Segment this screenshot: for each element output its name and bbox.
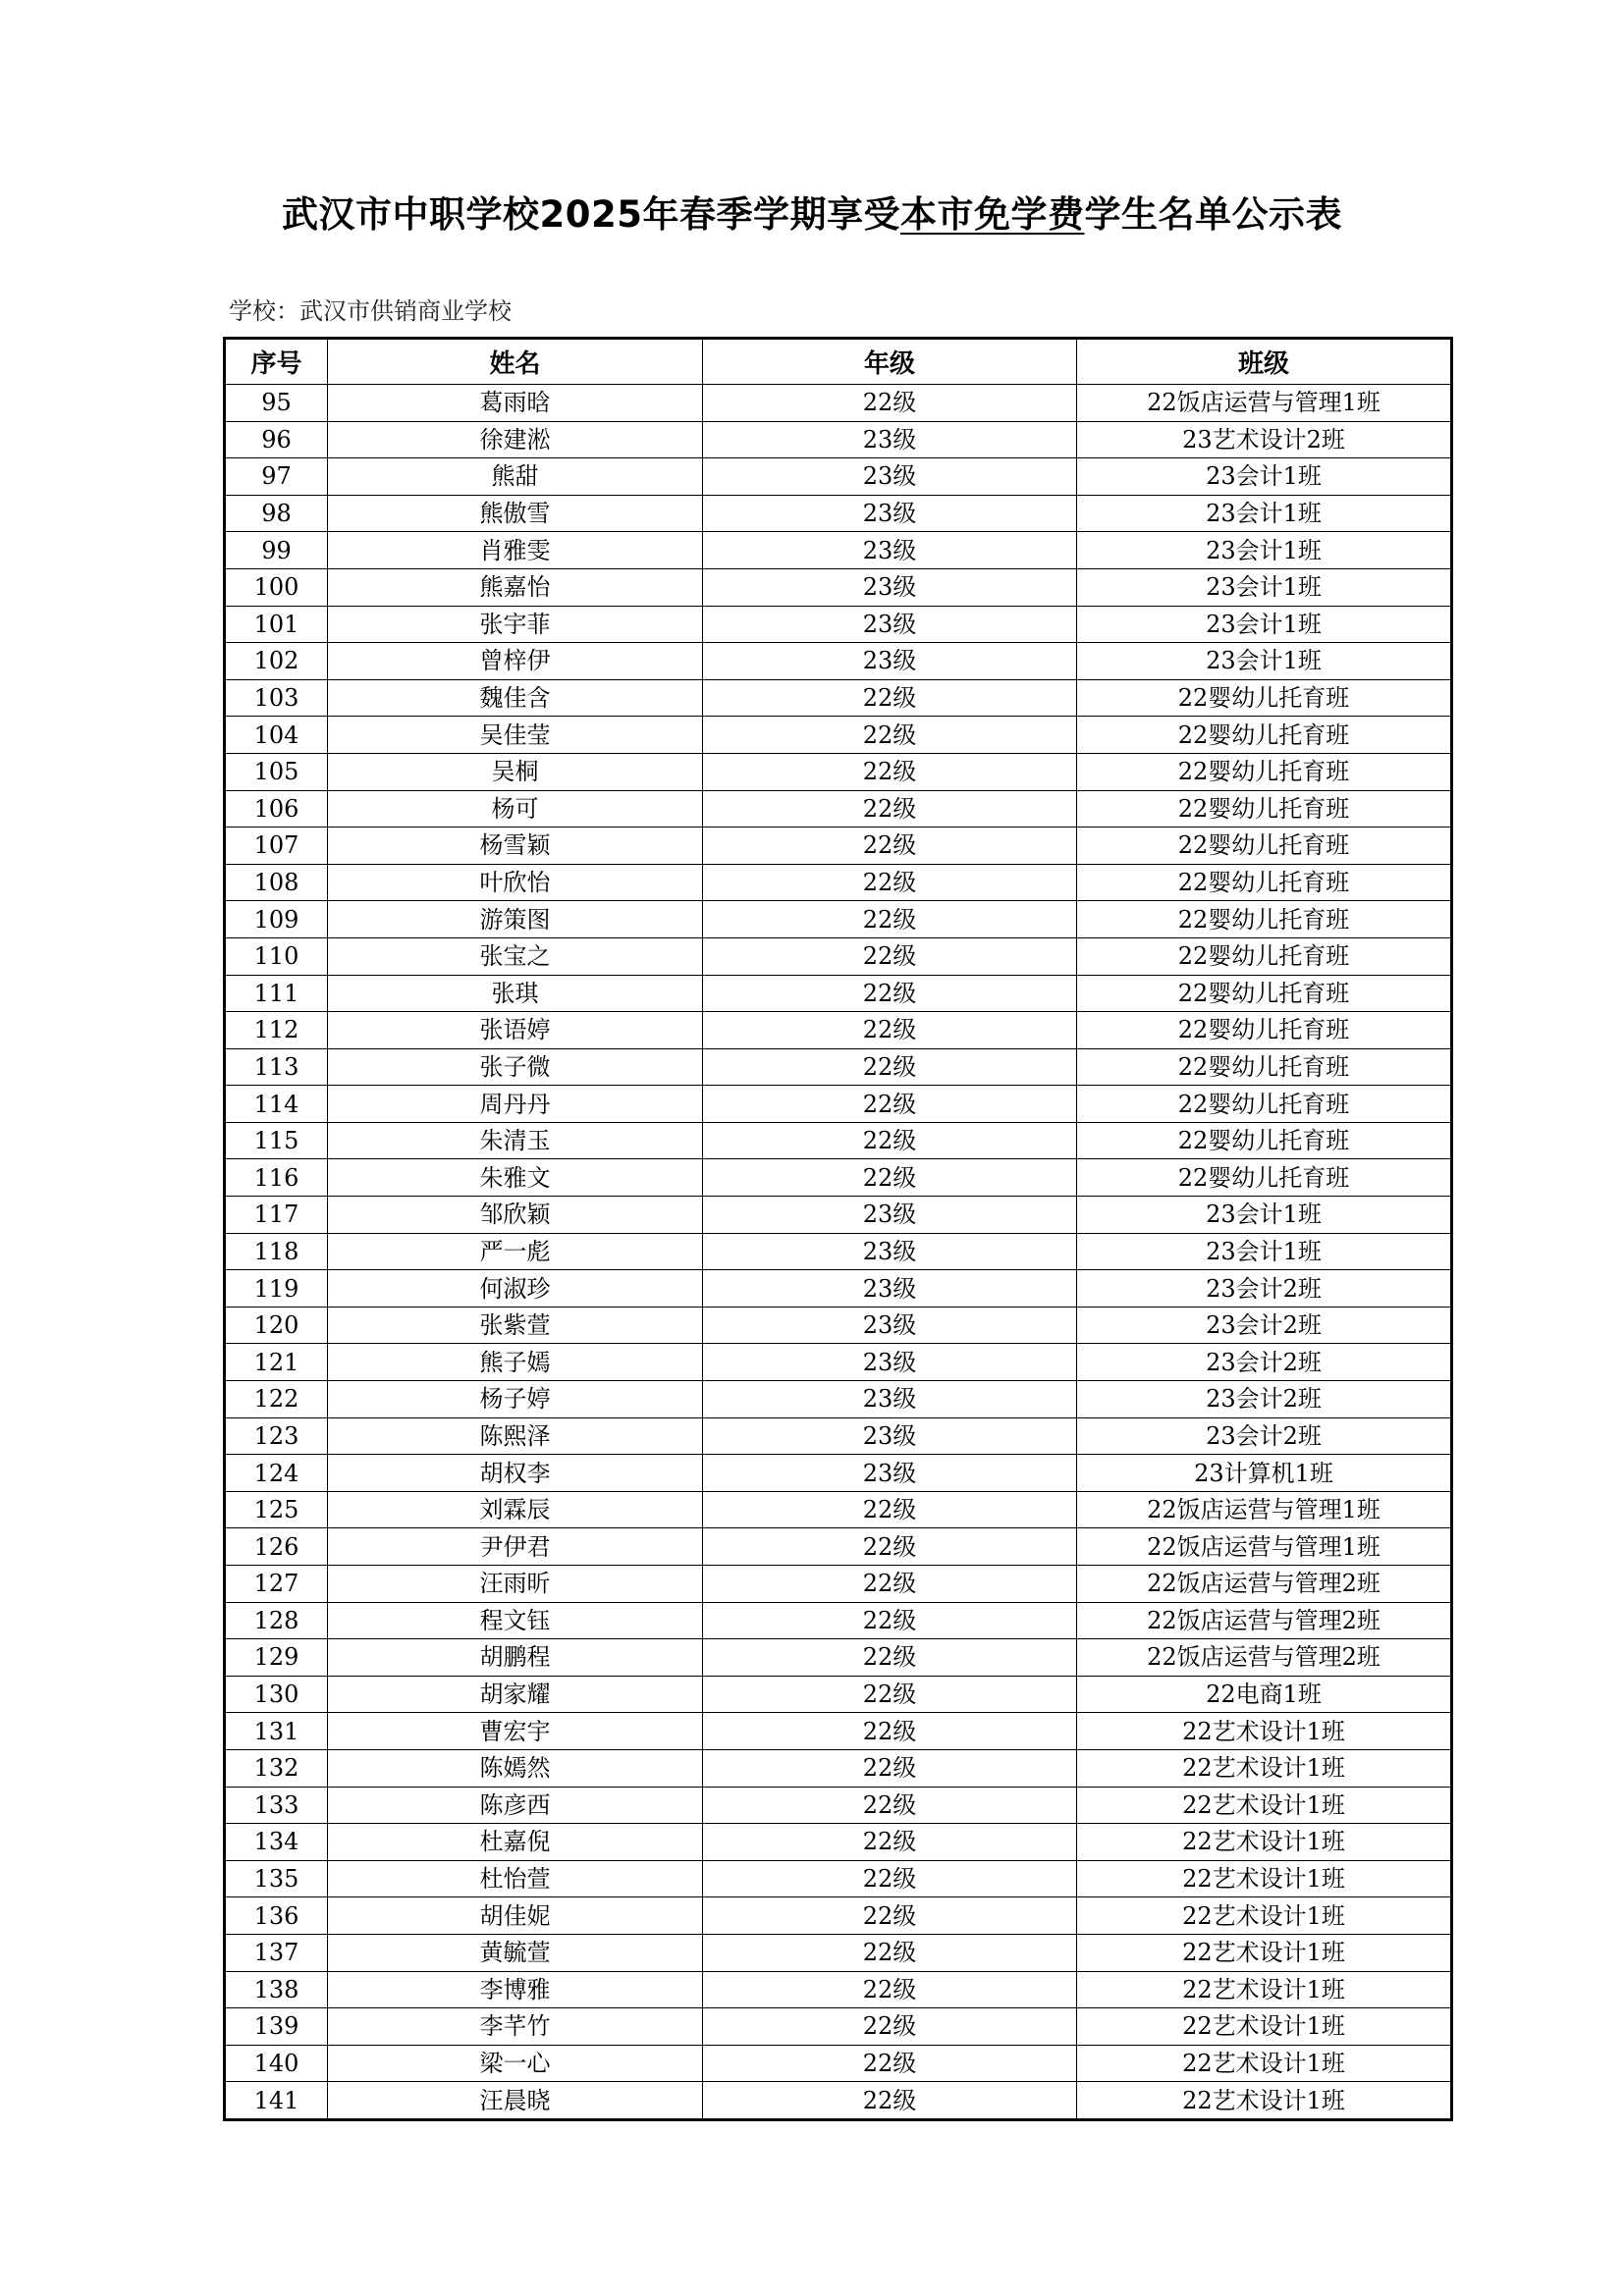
cell-class: 22饭店运营与管理2班 xyxy=(1077,1566,1452,1603)
cell-class: 22婴幼儿托育班 xyxy=(1077,1086,1452,1123)
cell-seq: 120 xyxy=(225,1307,328,1344)
cell-seq: 99 xyxy=(225,532,328,569)
cell-name: 熊子嫣 xyxy=(328,1344,703,1381)
cell-seq: 97 xyxy=(225,458,328,496)
cell-seq: 95 xyxy=(225,385,328,422)
cell-grade: 22级 xyxy=(703,385,1077,422)
cell-class: 23会计1班 xyxy=(1077,532,1452,569)
cell-grade: 22级 xyxy=(703,1934,1077,1971)
cell-name: 徐建淞 xyxy=(328,421,703,458)
table-row xyxy=(225,1233,1452,1270)
cell-grade: 23级 xyxy=(703,1270,1077,1308)
table-row xyxy=(225,1566,1452,1603)
cell-name: 叶欣怡 xyxy=(328,864,703,901)
cell-name: 张紫萱 xyxy=(328,1307,703,1344)
cell-name: 吴佳莹 xyxy=(328,717,703,754)
cell-grade: 22级 xyxy=(703,717,1077,754)
cell-seq: 131 xyxy=(225,1713,328,1750)
header-name: 姓名 xyxy=(328,339,703,385)
cell-grade: 23级 xyxy=(703,1417,1077,1455)
cell-class: 22饭店运营与管理2班 xyxy=(1077,1602,1452,1639)
cell-name: 曹宏宇 xyxy=(328,1713,703,1750)
table-body xyxy=(225,385,1452,2120)
cell-grade: 23级 xyxy=(703,495,1077,532)
cell-name: 曾梓伊 xyxy=(328,643,703,680)
cell-name: 游策图 xyxy=(328,901,703,938)
table-row xyxy=(225,790,1452,828)
cell-class: 22婴幼儿托育班 xyxy=(1077,901,1452,938)
table-row xyxy=(225,1676,1452,1713)
cell-name: 汪雨昕 xyxy=(328,1566,703,1603)
cell-grade: 22级 xyxy=(703,1048,1077,1086)
title-prefix: 武汉市中职学校2025年春季学期享受 xyxy=(282,193,900,236)
cell-seq: 103 xyxy=(225,679,328,717)
cell-name: 严一彪 xyxy=(328,1233,703,1270)
cell-class: 23计算机1班 xyxy=(1077,1455,1452,1492)
title-underlined: 本市免学费 xyxy=(899,193,1085,236)
cell-seq: 126 xyxy=(225,1528,328,1566)
cell-grade: 22级 xyxy=(703,937,1077,975)
cell-seq: 122 xyxy=(225,1381,328,1418)
cell-seq: 136 xyxy=(225,1897,328,1935)
cell-class: 22饭店运营与管理1班 xyxy=(1077,1491,1452,1528)
cell-seq: 100 xyxy=(225,568,328,606)
cell-name: 尹伊君 xyxy=(328,1528,703,1566)
cell-grade: 22级 xyxy=(703,1122,1077,1159)
cell-grade: 22级 xyxy=(703,1528,1077,1566)
table-row xyxy=(225,1381,1452,1418)
cell-class: 23艺术设计2班 xyxy=(1077,421,1452,458)
cell-class: 23会计1班 xyxy=(1077,1233,1452,1270)
cell-seq: 118 xyxy=(225,1233,328,1270)
cell-name: 朱清玉 xyxy=(328,1122,703,1159)
cell-grade: 23级 xyxy=(703,606,1077,643)
cell-class: 23会计2班 xyxy=(1077,1381,1452,1418)
cell-class: 22艺术设计1班 xyxy=(1077,1860,1452,1897)
cell-grade: 23级 xyxy=(703,568,1077,606)
cell-grade: 23级 xyxy=(703,1344,1077,1381)
cell-class: 22婴幼儿托育班 xyxy=(1077,1122,1452,1159)
cell-name: 陈嫣然 xyxy=(328,1749,703,1787)
cell-name: 魏佳含 xyxy=(328,679,703,717)
cell-seq: 106 xyxy=(225,790,328,828)
table-row xyxy=(225,679,1452,717)
cell-grade: 22级 xyxy=(703,1491,1077,1528)
table-row xyxy=(225,2045,1452,2082)
cell-class: 22婴幼儿托育班 xyxy=(1077,1012,1452,1049)
cell-class: 23会计2班 xyxy=(1077,1417,1452,1455)
cell-seq: 119 xyxy=(225,1270,328,1308)
cell-grade: 23级 xyxy=(703,1307,1077,1344)
table-row xyxy=(225,1934,1452,1971)
cell-grade: 22级 xyxy=(703,1012,1077,1049)
table-row xyxy=(225,901,1452,938)
cell-name: 张语婷 xyxy=(328,1012,703,1049)
table-row xyxy=(225,2082,1452,2120)
table-row xyxy=(225,643,1452,680)
table-row xyxy=(225,458,1452,496)
cell-grade: 23级 xyxy=(703,458,1077,496)
table-row xyxy=(225,1824,1452,1861)
student-roster-table xyxy=(223,337,1453,2121)
cell-grade: 22级 xyxy=(703,1639,1077,1677)
cell-class: 22婴幼儿托育班 xyxy=(1077,864,1452,901)
cell-grade: 22级 xyxy=(703,975,1077,1012)
cell-seq: 110 xyxy=(225,937,328,975)
table-row xyxy=(225,975,1452,1012)
cell-name: 刘霖辰 xyxy=(328,1491,703,1528)
cell-name: 黄毓萱 xyxy=(328,1934,703,1971)
table-row xyxy=(225,1012,1452,1049)
cell-name: 何淑珍 xyxy=(328,1270,703,1308)
cell-class: 22艺术设计1班 xyxy=(1077,1934,1452,1971)
cell-seq: 116 xyxy=(225,1159,328,1197)
cell-grade: 22级 xyxy=(703,2082,1077,2120)
header-class: 班级 xyxy=(1077,339,1452,385)
cell-class: 23会计1班 xyxy=(1077,458,1452,496)
page-title xyxy=(0,185,1624,238)
cell-class: 22艺术设计1班 xyxy=(1077,1749,1452,1787)
cell-seq: 114 xyxy=(225,1086,328,1123)
table-row xyxy=(225,1897,1452,1935)
cell-grade: 22级 xyxy=(703,1897,1077,1935)
table-row xyxy=(225,1713,1452,1750)
cell-seq: 115 xyxy=(225,1122,328,1159)
cell-class: 22艺术设计1班 xyxy=(1077,1787,1452,1824)
cell-seq: 134 xyxy=(225,1824,328,1861)
cell-seq: 133 xyxy=(225,1787,328,1824)
cell-class: 22艺术设计1班 xyxy=(1077,1897,1452,1935)
cell-name: 陈熙泽 xyxy=(328,1417,703,1455)
cell-name: 胡家耀 xyxy=(328,1676,703,1713)
cell-class: 22艺术设计1班 xyxy=(1077,2045,1452,2082)
cell-grade: 22级 xyxy=(703,679,1077,717)
cell-grade: 23级 xyxy=(703,1197,1077,1234)
cell-seq: 101 xyxy=(225,606,328,643)
cell-seq: 112 xyxy=(225,1012,328,1049)
cell-seq: 130 xyxy=(225,1676,328,1713)
table-row xyxy=(225,1122,1452,1159)
cell-seq: 125 xyxy=(225,1491,328,1528)
cell-class: 23会计1班 xyxy=(1077,1197,1452,1234)
cell-grade: 22级 xyxy=(703,828,1077,865)
cell-class: 22饭店运营与管理1班 xyxy=(1077,385,1452,422)
table-row xyxy=(225,1270,1452,1308)
cell-seq: 113 xyxy=(225,1048,328,1086)
cell-class: 23会计1班 xyxy=(1077,495,1452,532)
cell-class: 23会计2班 xyxy=(1077,1270,1452,1308)
table-row xyxy=(225,1197,1452,1234)
cell-name: 杨雪颖 xyxy=(328,828,703,865)
title-suffix: 学生名单公示表 xyxy=(1084,193,1342,236)
cell-name: 熊傲雪 xyxy=(328,495,703,532)
cell-name: 杨可 xyxy=(328,790,703,828)
cell-name: 张宇菲 xyxy=(328,606,703,643)
cell-class: 22婴幼儿托育班 xyxy=(1077,679,1452,717)
cell-class: 23会计1班 xyxy=(1077,643,1452,680)
cell-name: 张子微 xyxy=(328,1048,703,1086)
table-row xyxy=(225,1787,1452,1824)
cell-grade: 23级 xyxy=(703,1381,1077,1418)
table-row xyxy=(225,568,1452,606)
table-row xyxy=(225,753,1452,790)
cell-class: 22饭店运营与管理1班 xyxy=(1077,1528,1452,1566)
cell-seq: 128 xyxy=(225,1602,328,1639)
cell-class: 22婴幼儿托育班 xyxy=(1077,975,1452,1012)
cell-seq: 135 xyxy=(225,1860,328,1897)
cell-grade: 22级 xyxy=(703,1566,1077,1603)
cell-name: 肖雅雯 xyxy=(328,532,703,569)
table-row xyxy=(225,717,1452,754)
cell-seq: 138 xyxy=(225,1971,328,2008)
cell-class: 22饭店运营与管理2班 xyxy=(1077,1639,1452,1677)
cell-seq: 139 xyxy=(225,2008,328,2046)
cell-class: 22艺术设计1班 xyxy=(1077,1971,1452,2008)
cell-seq: 121 xyxy=(225,1344,328,1381)
cell-seq: 111 xyxy=(225,975,328,1012)
table-row xyxy=(225,1086,1452,1123)
cell-name: 李芊竹 xyxy=(328,2008,703,2046)
cell-class: 23会计1班 xyxy=(1077,606,1452,643)
cell-grade: 22级 xyxy=(703,1749,1077,1787)
cell-name: 张琪 xyxy=(328,975,703,1012)
cell-grade: 22级 xyxy=(703,2045,1077,2082)
school-label: 学校：武汉市供销商业学校 xyxy=(229,297,512,325)
cell-seq: 123 xyxy=(225,1417,328,1455)
cell-seq: 124 xyxy=(225,1455,328,1492)
cell-grade: 23级 xyxy=(703,643,1077,680)
cell-seq: 98 xyxy=(225,495,328,532)
cell-name: 朱雅文 xyxy=(328,1159,703,1197)
cell-grade: 22级 xyxy=(703,2008,1077,2046)
table-row xyxy=(225,1344,1452,1381)
cell-seq: 140 xyxy=(225,2045,328,2082)
cell-seq: 107 xyxy=(225,828,328,865)
table-row xyxy=(225,1749,1452,1787)
table-row xyxy=(225,2008,1452,2046)
cell-seq: 127 xyxy=(225,1566,328,1603)
cell-grade: 22级 xyxy=(703,790,1077,828)
cell-grade: 22级 xyxy=(703,1602,1077,1639)
cell-name: 吴桐 xyxy=(328,753,703,790)
cell-grade: 22级 xyxy=(703,1860,1077,1897)
cell-class: 22艺术设计1班 xyxy=(1077,2008,1452,2046)
table-row xyxy=(225,1455,1452,1492)
cell-name: 杜怡萱 xyxy=(328,1860,703,1897)
cell-seq: 102 xyxy=(225,643,328,680)
cell-grade: 22级 xyxy=(703,1159,1077,1197)
cell-seq: 104 xyxy=(225,717,328,754)
header-grade: 年级 xyxy=(703,339,1077,385)
cell-class: 23会计2班 xyxy=(1077,1307,1452,1344)
table-row xyxy=(225,606,1452,643)
header-seq: 序号 xyxy=(225,339,328,385)
cell-class: 22婴幼儿托育班 xyxy=(1077,717,1452,754)
cell-name: 熊甜 xyxy=(328,458,703,496)
cell-grade: 22级 xyxy=(703,1787,1077,1824)
table-row xyxy=(225,385,1452,422)
cell-name: 葛雨晗 xyxy=(328,385,703,422)
cell-grade: 22级 xyxy=(703,1971,1077,2008)
table-row xyxy=(225,1971,1452,2008)
cell-class: 23会计1班 xyxy=(1077,568,1452,606)
cell-class: 22婴幼儿托育班 xyxy=(1077,790,1452,828)
cell-grade: 23级 xyxy=(703,532,1077,569)
cell-grade: 22级 xyxy=(703,1713,1077,1750)
cell-name: 周丹丹 xyxy=(328,1086,703,1123)
cell-name: 邹欣颖 xyxy=(328,1197,703,1234)
cell-seq: 141 xyxy=(225,2082,328,2120)
cell-seq: 132 xyxy=(225,1749,328,1787)
table-row xyxy=(225,421,1452,458)
table-row xyxy=(225,495,1452,532)
table-row xyxy=(225,1639,1452,1677)
table-row xyxy=(225,864,1452,901)
table-row xyxy=(225,1307,1452,1344)
cell-name: 程文钰 xyxy=(328,1602,703,1639)
cell-name: 杜嘉倪 xyxy=(328,1824,703,1861)
cell-name: 张宝之 xyxy=(328,937,703,975)
cell-class: 23会计2班 xyxy=(1077,1344,1452,1381)
cell-name: 熊嘉怡 xyxy=(328,568,703,606)
cell-class: 22艺术设计1班 xyxy=(1077,1713,1452,1750)
cell-grade: 22级 xyxy=(703,864,1077,901)
cell-name: 梁一心 xyxy=(328,2045,703,2082)
cell-class: 22婴幼儿托育班 xyxy=(1077,937,1452,975)
table-row xyxy=(225,532,1452,569)
cell-grade: 22级 xyxy=(703,1824,1077,1861)
cell-class: 22婴幼儿托育班 xyxy=(1077,1048,1452,1086)
cell-seq: 105 xyxy=(225,753,328,790)
table-row xyxy=(225,1860,1452,1897)
cell-name: 汪晨晓 xyxy=(328,2082,703,2120)
cell-seq: 96 xyxy=(225,421,328,458)
cell-name: 李博雅 xyxy=(328,1971,703,2008)
cell-grade: 22级 xyxy=(703,753,1077,790)
cell-grade: 22级 xyxy=(703,1676,1077,1713)
cell-class: 22艺术设计1班 xyxy=(1077,2082,1452,2120)
table-header-row xyxy=(225,339,1452,385)
cell-seq: 117 xyxy=(225,1197,328,1234)
cell-name: 陈彦西 xyxy=(328,1787,703,1824)
table-row xyxy=(225,1159,1452,1197)
cell-name: 胡鹏程 xyxy=(328,1639,703,1677)
cell-name: 胡佳妮 xyxy=(328,1897,703,1935)
cell-grade: 23级 xyxy=(703,1455,1077,1492)
cell-grade: 23级 xyxy=(703,1233,1077,1270)
table-row xyxy=(225,1602,1452,1639)
cell-class: 22婴幼儿托育班 xyxy=(1077,828,1452,865)
cell-grade: 23级 xyxy=(703,421,1077,458)
table-row xyxy=(225,1048,1452,1086)
cell-seq: 129 xyxy=(225,1639,328,1677)
cell-seq: 109 xyxy=(225,901,328,938)
cell-class: 22艺术设计1班 xyxy=(1077,1824,1452,1861)
cell-seq: 137 xyxy=(225,1934,328,1971)
cell-class: 22婴幼儿托育班 xyxy=(1077,753,1452,790)
table-row xyxy=(225,937,1452,975)
table-row xyxy=(225,828,1452,865)
cell-seq: 108 xyxy=(225,864,328,901)
table-row xyxy=(225,1417,1452,1455)
cell-class: 22婴幼儿托育班 xyxy=(1077,1159,1452,1197)
cell-grade: 22级 xyxy=(703,1086,1077,1123)
table-row xyxy=(225,1528,1452,1566)
cell-name: 胡权李 xyxy=(328,1455,703,1492)
cell-name: 杨子婷 xyxy=(328,1381,703,1418)
table-row xyxy=(225,1491,1452,1528)
cell-class: 22电商1班 xyxy=(1077,1676,1452,1713)
cell-grade: 22级 xyxy=(703,901,1077,938)
